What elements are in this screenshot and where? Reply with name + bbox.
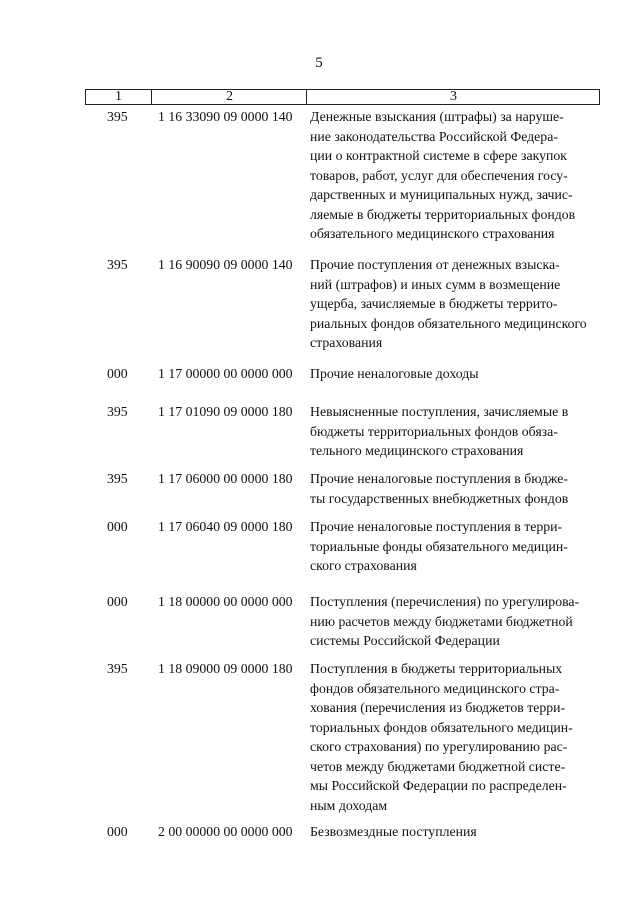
description-line: Поступления в бюджеты территориальных: [310, 661, 563, 676]
description-line: ты государственных внебюджетных фондов: [310, 490, 569, 506]
description-line: тельного медицинского страхования: [310, 443, 524, 458]
budget-code: 1 18 09000 09 0000 180: [158, 661, 293, 676]
revenue-description: [310, 469, 598, 508]
admin-code: 395: [107, 257, 128, 272]
description-line: страхования: [310, 335, 383, 350]
revenue-description: [310, 592, 598, 651]
budget-code: 1 17 06040 09 0000 180: [158, 519, 293, 534]
revenue-description: [310, 255, 598, 353]
header-col-2: 2: [151, 90, 307, 104]
description-line: хования (перечисления из бюджетов терри-: [310, 700, 566, 715]
description-line: Прочие неналоговые поступления в бюдже-: [310, 471, 568, 486]
description-line: товаров, работ, услуг для обеспечения госу-: [310, 167, 568, 183]
description-line: ского страхования: [310, 558, 417, 573]
page-number: 5: [315, 55, 323, 71]
budget-code: 1 17 01090 09 0000 180: [158, 404, 293, 419]
description-line: ториальные фонды обязательного медицин-: [310, 538, 568, 554]
admin-code: 395: [107, 109, 128, 124]
budget-code: 1 16 33090 09 0000 140: [158, 109, 293, 124]
description-line: нию расчетов между бюджетами бюджетной: [310, 613, 573, 629]
description-line: ным доходам: [310, 797, 388, 813]
description-line: Невыясненные поступления, зачисляемые в: [310, 404, 569, 419]
admin-code: 395: [107, 661, 128, 676]
table-header: [85, 89, 600, 105]
description-line: ущерба, зачисляемые в бюджеты террито-: [310, 296, 558, 311]
revenue-description: [310, 659, 598, 815]
description-line: Прочие поступления от денежных взыска-: [310, 257, 560, 272]
admin-code: 000: [107, 366, 128, 381]
description-line: ции о контрактной системе в сфере закупок: [310, 148, 567, 163]
description-line: ского страхования) по урегулированию рас-: [310, 739, 568, 754]
budget-code: 1 16 90090 09 0000 140: [158, 257, 293, 272]
description-line: Поступления (перечисления) по урегулирова-: [310, 594, 580, 609]
header-col-3: 3: [306, 90, 600, 104]
description-line: бюджеты территориальных фондов обяза-: [310, 423, 558, 439]
description-line: системы Российской Федерации: [310, 633, 500, 648]
admin-code: 000: [107, 824, 128, 839]
budget-code: 1 17 06000 00 0000 180: [158, 471, 293, 486]
revenue-description: [310, 364, 598, 384]
description-line: четов между бюджетами бюджетной систе-: [310, 758, 566, 774]
description-line: ний (штрафов) и иных сумм в возмещение: [310, 276, 561, 292]
admin-code: 000: [107, 519, 128, 534]
revenue-description: [310, 402, 598, 461]
revenue-description: [310, 107, 598, 244]
description-line: ние законодательства Российской Федера-: [310, 128, 558, 144]
budget-code: 2 00 00000 00 0000 000: [158, 824, 293, 839]
description-line: Безвозмездные поступления: [310, 824, 477, 839]
description-line: Денежные взыскания (штрафы) за наруше-: [310, 109, 564, 124]
revenue-description: [310, 517, 598, 576]
description-line: Прочие неналоговые доходы: [310, 366, 479, 381]
admin-code: 395: [107, 471, 128, 486]
header-col-1: 1: [115, 89, 122, 104]
description-line: дарственных и муниципальных нужд, зачис-: [310, 187, 573, 202]
description-line: фондов обязательного медицинского стра-: [310, 680, 560, 696]
budget-code: 1 17 00000 00 0000 000: [158, 366, 293, 381]
description-line: обязательного медицинского страхования: [310, 226, 555, 241]
description-line: ториальных фондов обязательного медицин-: [310, 719, 573, 735]
description-line: риальных фондов обязательного медицинского: [310, 315, 587, 331]
admin-code: 000: [107, 594, 128, 609]
budget-code: 1 18 00000 00 0000 000: [158, 594, 293, 609]
description-line: Прочие неналоговые поступления в терри-: [310, 519, 563, 534]
description-line: ляемые в бюджеты территориальных фондов: [310, 206, 576, 222]
revenue-description: [310, 822, 598, 842]
description-line: мы Российской Федерации по распределен-: [310, 778, 567, 793]
admin-code: 395: [107, 404, 128, 419]
